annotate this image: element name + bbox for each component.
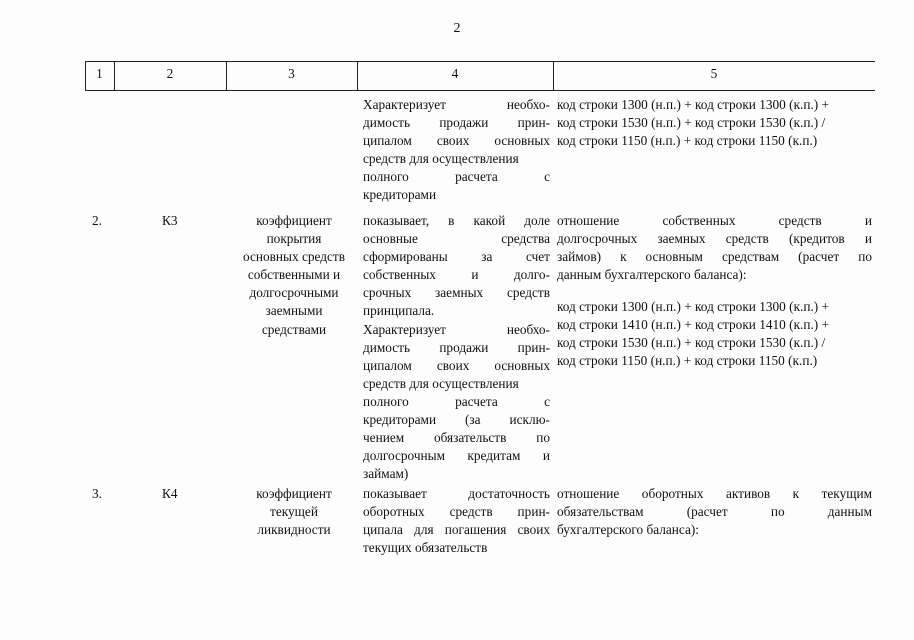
column-header: 5 [710, 66, 718, 81]
page-number: 2 [453, 21, 461, 36]
indicator-code: К3 [162, 213, 178, 228]
indicator-name: коэффициент текущей ликвидности [256, 486, 332, 538]
indicator-code: К4 [162, 486, 178, 501]
row-number: 3. [92, 486, 102, 501]
indicator-description: показывает достаточность оборотных средств прин- ципала для погашения своих текущих обязательств [363, 486, 550, 556]
column-header: 4 [451, 66, 459, 81]
formula: код строки 1300 (н.п.) + код строки 1300 (к.п.) + код строки 1410 (н.п.) + код строки 1410 (к.п.) + код строки 1530 (н.п.) + код строки 1530 (к.п.) / код строки 1150 (н.п.) + код строки 1150 (к.п.) [557, 299, 830, 369]
formula-description: отношение собственных средств и долгосрочных заемных средств (кредитов и займов) к основным средствам (расчет по данным бухгалтерского баланса): [557, 213, 872, 283]
table-header-top-border [85, 61, 875, 62]
continuation-description: Характеризует необхо- димость продажи прин- ципалом своих основных средств для осуществления полного расчета с кредиторами [363, 97, 550, 203]
column-header: 2 [166, 66, 174, 81]
formula-description: отношение оборотных активов к текущим обязательствам (расчет по данным бухгалтерского баланса): [557, 486, 872, 538]
column-header: 1 [96, 66, 103, 81]
column-header: 3 [288, 66, 295, 81]
continuation-formula: код строки 1300 (н.п.) + код строки 1300 (к.п.) + код строки 1530 (н.п.) + код строки 1530 (к.п.) / код строки 1150 (н.п.) + код строки 1150 (к.п.) [557, 97, 830, 149]
row-number: 2. [92, 213, 102, 228]
indicator-description: показывает, в какой доле основные средства сформированы за счет собственных и долго- срочных заемных средств принципала. Характеризует необхо- димость продажи прин- ципалом своих основных средств для осуществления полного расчета с кредиторами (за исклю- чением обязательств по долгосрочным кредитам и займам) [363, 213, 550, 482]
table-header-bottom-border [85, 90, 875, 91]
indicator-name: коэффициент покрытия основных средств собственными и долгосрочными заемными средствами [243, 213, 345, 337]
